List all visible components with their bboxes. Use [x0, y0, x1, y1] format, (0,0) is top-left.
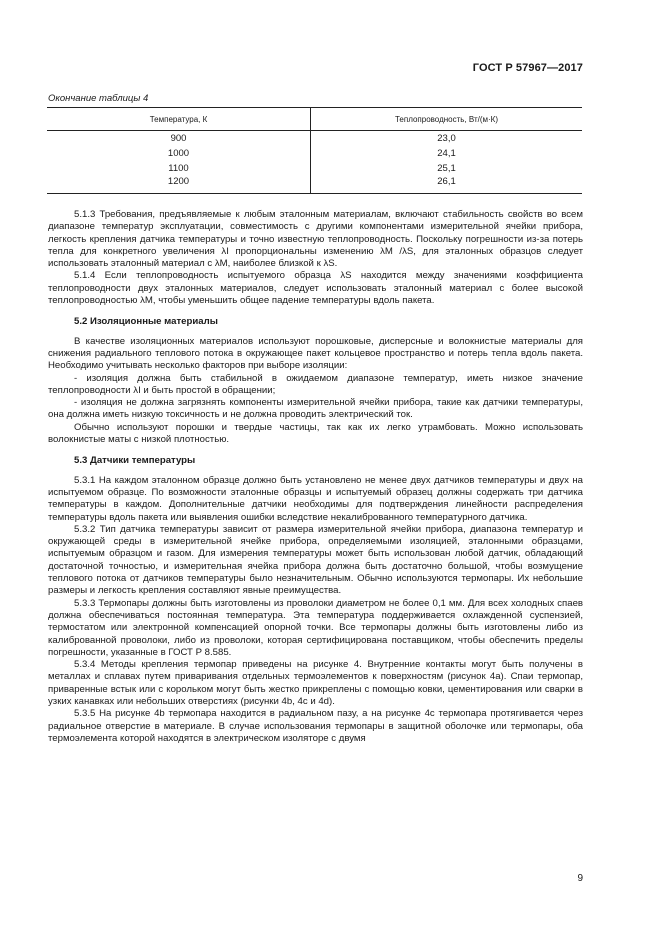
table-caption: Окончание таблицы 4 — [48, 93, 149, 104]
document-id-header: ГОСТ Р 57967—2017 — [472, 62, 583, 74]
document-body — [48, 209, 583, 745]
paragraph-5-1-4: 5.1.4 Если теплопроводность испытуемого образца λS находится между значениями коэффициента теплопроводности двух эталонных материалов, следует использовать эталонный материал с более высокой теплопроводностью λM, чтобы уменьшить общее падение температуры вдоль пакета. — [48, 270, 583, 307]
paragraph-5-2-note: Обычно используют порошки и твердые частицы, так как их легко утрамбовать. Можно использовать волокнистые маты с низкой плотностью. — [48, 421, 583, 446]
table-cell-temperature: 1200 — [47, 176, 311, 194]
table-row — [47, 176, 582, 194]
paragraph-5-2-item-1: - изоляция должна быть стабильной в ожидаемом диапазоне температур, иметь низкое значение теплопроводности λI и быть простой в обращении; — [48, 372, 583, 396]
table-cell-temperature: 1100 — [47, 161, 311, 176]
column-header-conductivity: Теплопроводность, Вт/(м·К) — [311, 108, 583, 131]
table-cell-conductivity: 26,1 — [311, 176, 583, 194]
table-cell-conductivity: 24,1 — [437, 148, 456, 159]
table-row — [47, 161, 582, 176]
paragraph-5-2-intro: В качестве изоляционных материалов используют порошковые, дисперсные и волокнистые материалы для снижения радиального теплового потока в окружающее пакет кольцевое пространство и потерь тепла вдоль пакета. Необходимо учитывать несколько факторов при выборе изоляции: — [48, 335, 583, 372]
paragraph-5-1-3: 5.1.3 Требования, предъявляемые к любым эталонным материалам, включают стабильность свойств во всем диапазоне температур эксплуатации, совместимость с другими компонентами измерительной ячейки прибора, легкость крепления датчика температуры и точно известную теплопроводность. Поскольку погрешности из-за потерь тепла для конкретного увеличения λI пропорциональны изменению λM /λS, для эталонных образцов следует использовать эталонный материал с λM, наиболее близкой к λS. — [48, 209, 583, 270]
paragraph-5-2-item-2: - изоляция не должна загрязнять компоненты измерительной ячейки прибора, такие как датчики температуры, она должна иметь низкую токсичность и не должна проводить электрический ток. — [48, 397, 583, 421]
paragraph-5-3-5: 5.3.5 На рисунке 4b термопара находится в радиальном пазу, а на рисунке 4c термопара протягивается через радиальное отверстие в материале. В случае использования термопары в защитной оболочке или термопары, оба термоэлемента которой находятся в электрическом изоляторе с двумя — [48, 708, 583, 744]
table-header-row — [47, 108, 582, 131]
column-header-temperature: Температура, К — [47, 108, 311, 131]
table-row — [47, 146, 582, 161]
section-heading-5-2: 5.2 Изоляционные материалы — [74, 316, 218, 328]
table-cell-temperature: 1000 — [47, 146, 311, 161]
table-cell-temperature: 900 — [47, 131, 311, 147]
table-row — [47, 131, 582, 147]
paragraph-5-3-4: 5.3.4 Методы крепления термопар приведены на рисунке 4. Внутренние контакты могут быть получены в металлах и сплавах путем приваривания отдельных термоэлементов к поверхностям (рисунок 4a). Спаи термопар, приваренные встык или с корольком могут быть жестко прикреплены с помощью ковки, цементирования или сварки в узких канавках или небольших отверстиях (рисунки 4b, 4c и 4d). — [48, 659, 583, 707]
paragraph-5-3-3: 5.3.3 Термопары должны быть изготовлены из проволоки диаметром не более 0,1 мм. Для всех холодных спаев должна обеспечиваться постоянная температура. Эта температура поддерживается охлажденной суспензией, термостатом или электронной компенсацией опорной точки. Все термопары должны быть изготовлены либо из калиброванной проволоки, либо из проволоки, которая сертифицирована поставщиком, чтобы обеспечить пределы погрешности, указанные в ГОСТ Р 8.585. — [48, 597, 583, 658]
table-4 — [47, 107, 582, 194]
table-cell-conductivity: 23,0 — [437, 133, 456, 144]
page-number: 9 — [577, 873, 583, 884]
paragraph-5-3-1: 5.3.1 На каждом эталонном образце должно быть установлено не менее двух датчиков температуры и двух на испытуемом образце. По возможности эталонные образцы и испытуемый образец должны содержать три датчика температуры в каждом. Дополнительные датчики необходимы для подтверждения линейности распределения температуры вдоль пакета или выявления ошибки вследствие некалиброванного температурного датчика. — [48, 474, 583, 523]
table-cell-conductivity: 25,1 — [437, 163, 456, 174]
section-heading-5-3: 5.3 Датчики температуры — [74, 455, 196, 467]
paragraph-5-3-2: 5.3.2 Тип датчика температуры зависит от размера измерительной ячейки прибора, диапазона температур и окружающей среды в измерительной ячейке прибора, определяемыми изоляцией, эталонными образцами, испытуемым образцом и газом. Для измерения температуры может быть использован любой датчик, обладающий достаточной точностью, и измерительная ячейка прибора должна быть достаточно большой, чтобы возмущение теплового потока от датчиков температуры было незначительным. Обычно используются термопары. Их небольшие размеры и легкость крепления составляют явные преимущества. — [48, 523, 583, 597]
